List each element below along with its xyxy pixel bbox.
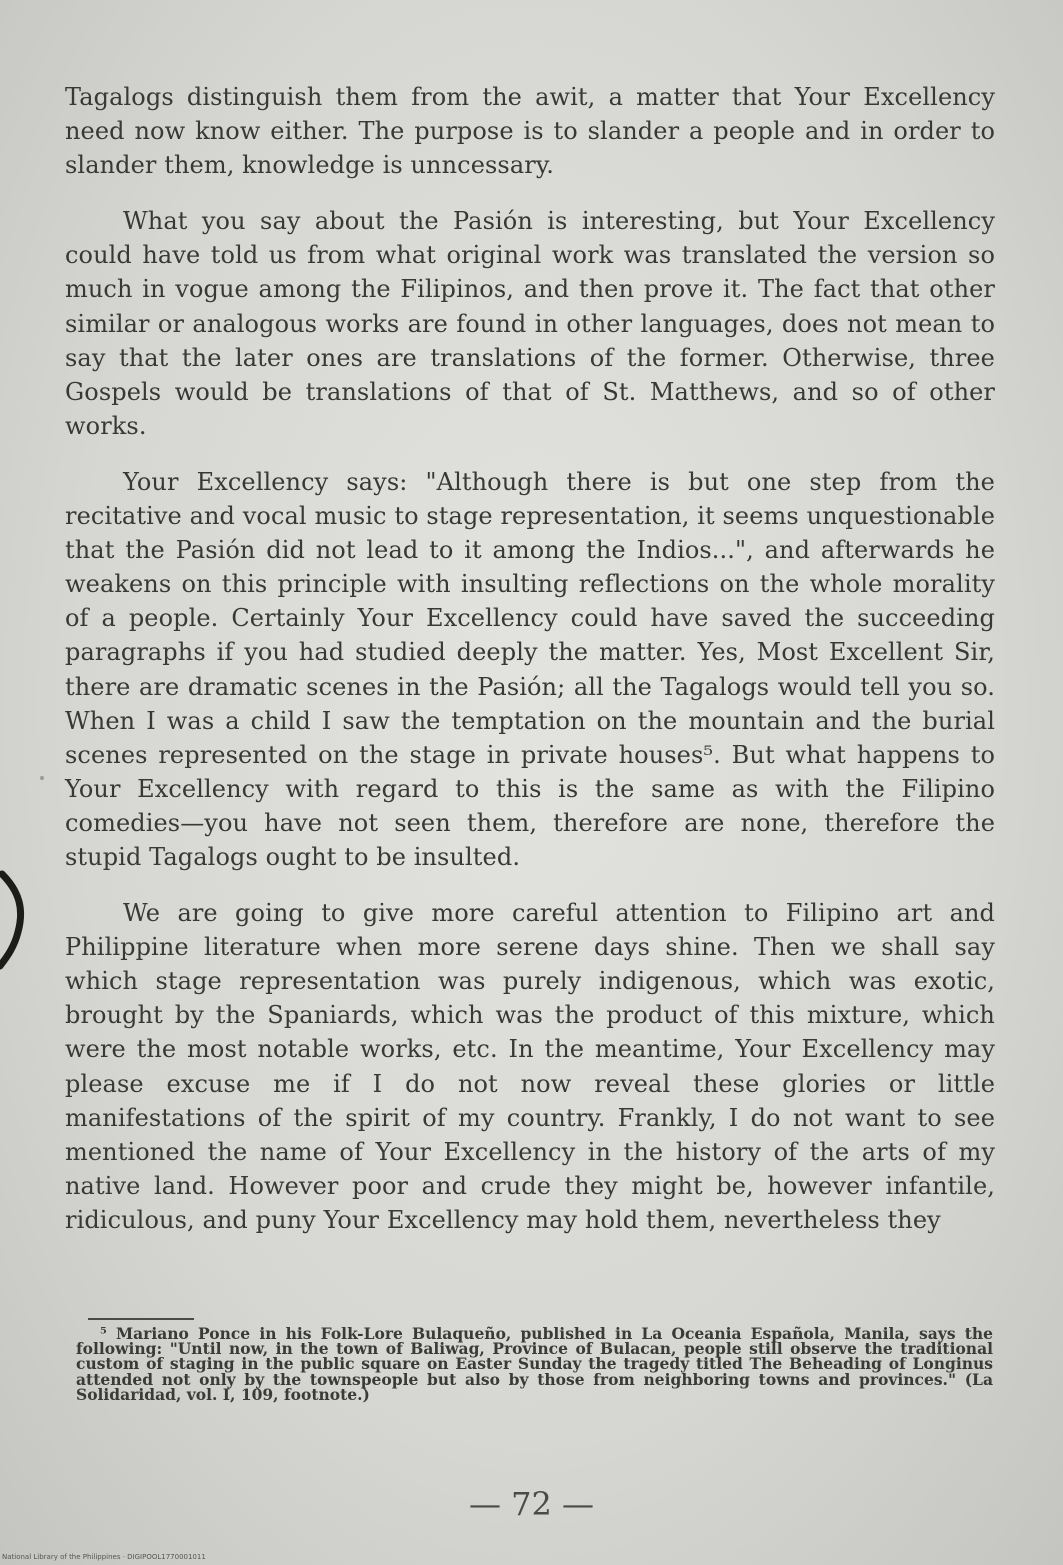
paragraph-1: Tagalogs distinguish them from the awit, a matter that Your Excellency need now know either. The purpose is to slander a people and in order to slander them, knowledge is unncessary. bbox=[65, 83, 995, 180]
footnote: ⁵ Mariano Ponce in his Folk-Lore Bulaqueño, published in La Oceania Española, Manila, says the following: "Until now, in the town of Baliwag, Province of Bulacan, people still observe the traditional custom of staging in the public square on Easter Sunday the tragedy titled The Beheading of Longinus attended not only by the townspeople but also by those from neighboring towns and provinces." (La Solidaridad, vol. I, 109, footnote.) bbox=[76, 1324, 993, 1404]
paragraph-3: Your Excellency says: "Although there is but one step from the recitative and vocal music to stage representation, it seems unquestionable that the Pasión did not lead to it among the Indios...", and afterwards he weakens on this principle with insulting reflections on the whole morality of a people. Certainly Your Excellency could have saved the succeeding paragraphs if you had studied deeply the matter. Yes, Most Excellent Sir, there are dramatic scenes in the Pasión; all the Tagalogs would tell you so. When I was a child I saw the temptation on the mountain and the burial scenes represented on the stage in private houses⁵. But what happens to Your Excellency with regard to this is the same as with the Filipino comedies—you have not seen them, therefore are none, therefore the stupid Tagalogs ought to be insulted. bbox=[65, 467, 995, 871]
scan-attribution: National Library of the Philippines · DIGIPOOL1770001011 bbox=[2, 1553, 206, 1561]
footnote-divider bbox=[88, 1318, 194, 1320]
page-number: — 72 — bbox=[468, 1485, 595, 1523]
binding-clip-icon bbox=[0, 870, 28, 970]
paragraph-4: We are going to give more careful attention to Filipino art and Philippine literature when more serene days shine. Then we shall say which stage representation was purely indigenous, which was exotic, brought by the Spaniards, which was the product of this mixture, which were the most notable works, etc. In the meantime, Your Excellency may please excuse me if I do not now reveal these glories or little manifestations of the spirit of my country. Frankly, I do not want to see mentioned the name of Your Excellency in the history of the arts of my native land. However poor and crude they might be, however infantile, ridiculous, and puny Your Excellency may hold them, nevertheless they bbox=[65, 899, 995, 1234]
paragraph-2: What you say about the Pasión is interesting, but Your Excellency could have told us from what original work was translated the version so much in vogue among the Filipinos, and then prove it. The fact that other similar or analogous works are found in other languages, does not mean to say that the later ones are translations of the former. Otherwise, three Gospels would be translations of that of St. Matthews, and so of other works. bbox=[65, 207, 995, 440]
margin-mark bbox=[40, 776, 44, 780]
body-text bbox=[65, 80, 995, 1259]
